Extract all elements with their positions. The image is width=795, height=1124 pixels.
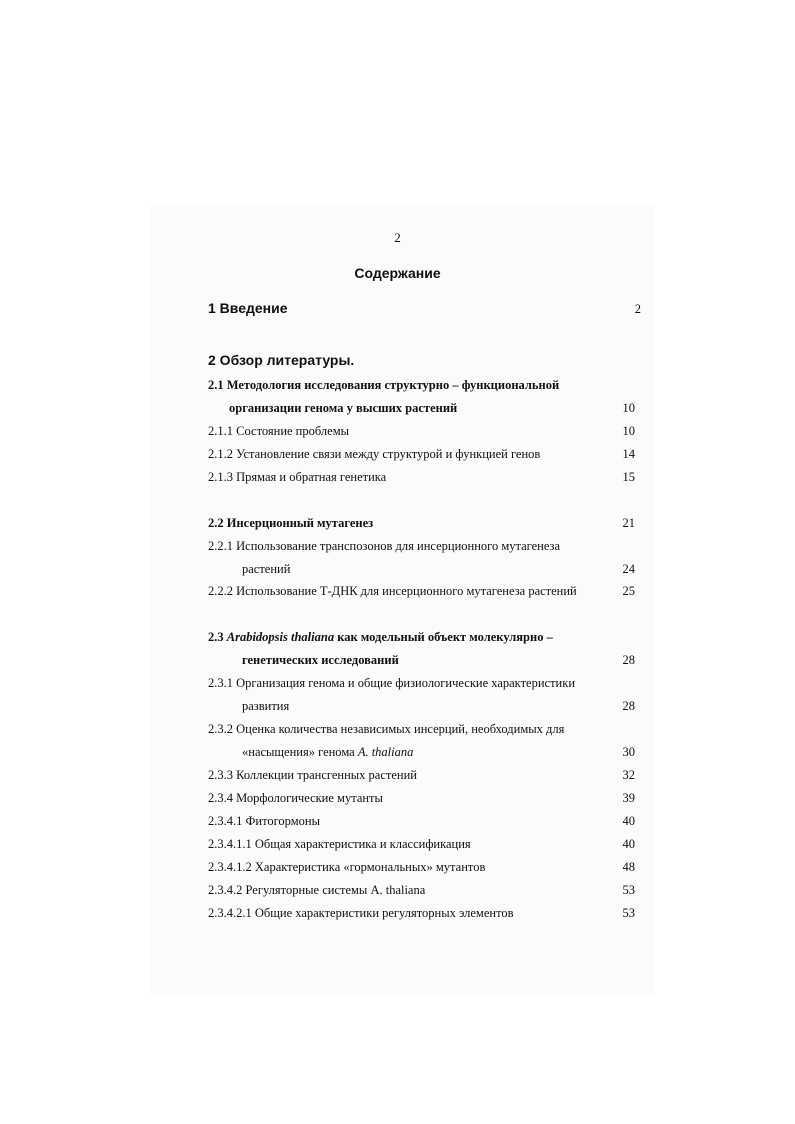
species-name: Arabidopsis thaliana <box>226 630 335 644</box>
toc-entry-review: 2 Обзор литературы. <box>208 352 355 368</box>
toc-entry: 2.3.4.1.1 Общая характеристика и классификация <box>208 837 471 851</box>
toc-page: 53 <box>622 906 635 920</box>
section-number: 2.3 <box>208 630 224 644</box>
toc-entry-2-2: 2.2 Инсерционный мутагенез <box>208 516 374 530</box>
toc-page: 40 <box>622 837 635 851</box>
toc-page: 39 <box>622 791 635 805</box>
toc-page-2-3-2: 30 <box>622 745 635 759</box>
toc-entry-intro: 1 Введение <box>208 300 288 316</box>
toc-entry: 2.3.4.2 Регуляторные системы A. thaliana <box>208 883 426 897</box>
toc-entry: 2.1.2 Установление связи между структурой и функцией генов <box>208 447 541 461</box>
toc-entry: 2.3.4.1 Фитогормоны <box>208 814 320 828</box>
toc-entry-2-2-2: 2.2.2 Использование Т-ДНК для инсерционного мутагенеза растений <box>208 584 577 598</box>
toc-entry-2-2-1-line1: 2.2.1 Использование транспозонов для инсерционного мутагенеза <box>208 539 561 553</box>
scanned-page <box>150 205 655 995</box>
toc-page: 10 <box>622 424 635 438</box>
toc-page-2-3: 28 <box>622 653 635 667</box>
toc-entry: 2.3.4.2.1 Общие характеристики регуляторных элементов <box>208 906 514 920</box>
toc-page: 48 <box>622 860 635 874</box>
toc-page: 15 <box>622 470 635 484</box>
toc-entry: 2.1.3 Прямая и обратная генетика <box>208 470 387 484</box>
toc-page-intro: 2 <box>634 302 641 316</box>
toc-title: Содержание <box>354 265 441 281</box>
toc-page-2-1: 10 <box>622 401 635 415</box>
toc-entry-2-1-line2: организации генома у высших растений <box>229 401 458 415</box>
toc-entry-2-3-2-line1: 2.3.2 Оценка количества независимых инсерций, необходимых для <box>208 722 565 736</box>
toc-entry-2-2-1-line2: растений <box>242 562 291 576</box>
toc-entry: 2.3.4 Морфологические мутанты <box>208 791 383 805</box>
toc-entry-2-3-line1 <box>208 630 553 645</box>
toc-page-2-2: 21 <box>622 516 635 530</box>
toc-page-2-3-1: 28 <box>622 699 635 713</box>
toc-page: 40 <box>622 814 635 828</box>
toc-entry-2-3-1-line1: 2.3.1 Организация генома и общие физиологические характеристики <box>208 676 576 690</box>
toc-entry: 2.3.4.1.2 Характеристика «гормональных» мутантов <box>208 860 486 874</box>
toc-page-2-2-1: 24 <box>622 562 635 576</box>
toc-page: 14 <box>622 447 635 461</box>
toc-entry-2-1-line1: 2.1 Методология исследования структурно – функциональной <box>208 378 560 392</box>
section-title: как модельный объект молекулярно – <box>337 630 553 644</box>
toc-entry-2-3-2-line2 <box>242 745 413 760</box>
toc-page: 53 <box>622 883 635 897</box>
toc-entry-2-3-line2: генетических исследований <box>242 653 399 667</box>
toc-entry-2-3-1-line2: развития <box>242 699 290 713</box>
species-abbrev: A. thaliana <box>357 745 414 759</box>
toc-entry: 2.1.1 Состояние проблемы <box>208 424 350 438</box>
toc-page-2-2-2: 25 <box>622 584 635 598</box>
toc-page: 32 <box>622 768 635 782</box>
entry-text: «насыщения» генома <box>242 745 355 759</box>
page-number: 2 <box>394 230 401 245</box>
toc-entry: 2.3.3 Коллекции трансгенных растений <box>208 768 417 782</box>
